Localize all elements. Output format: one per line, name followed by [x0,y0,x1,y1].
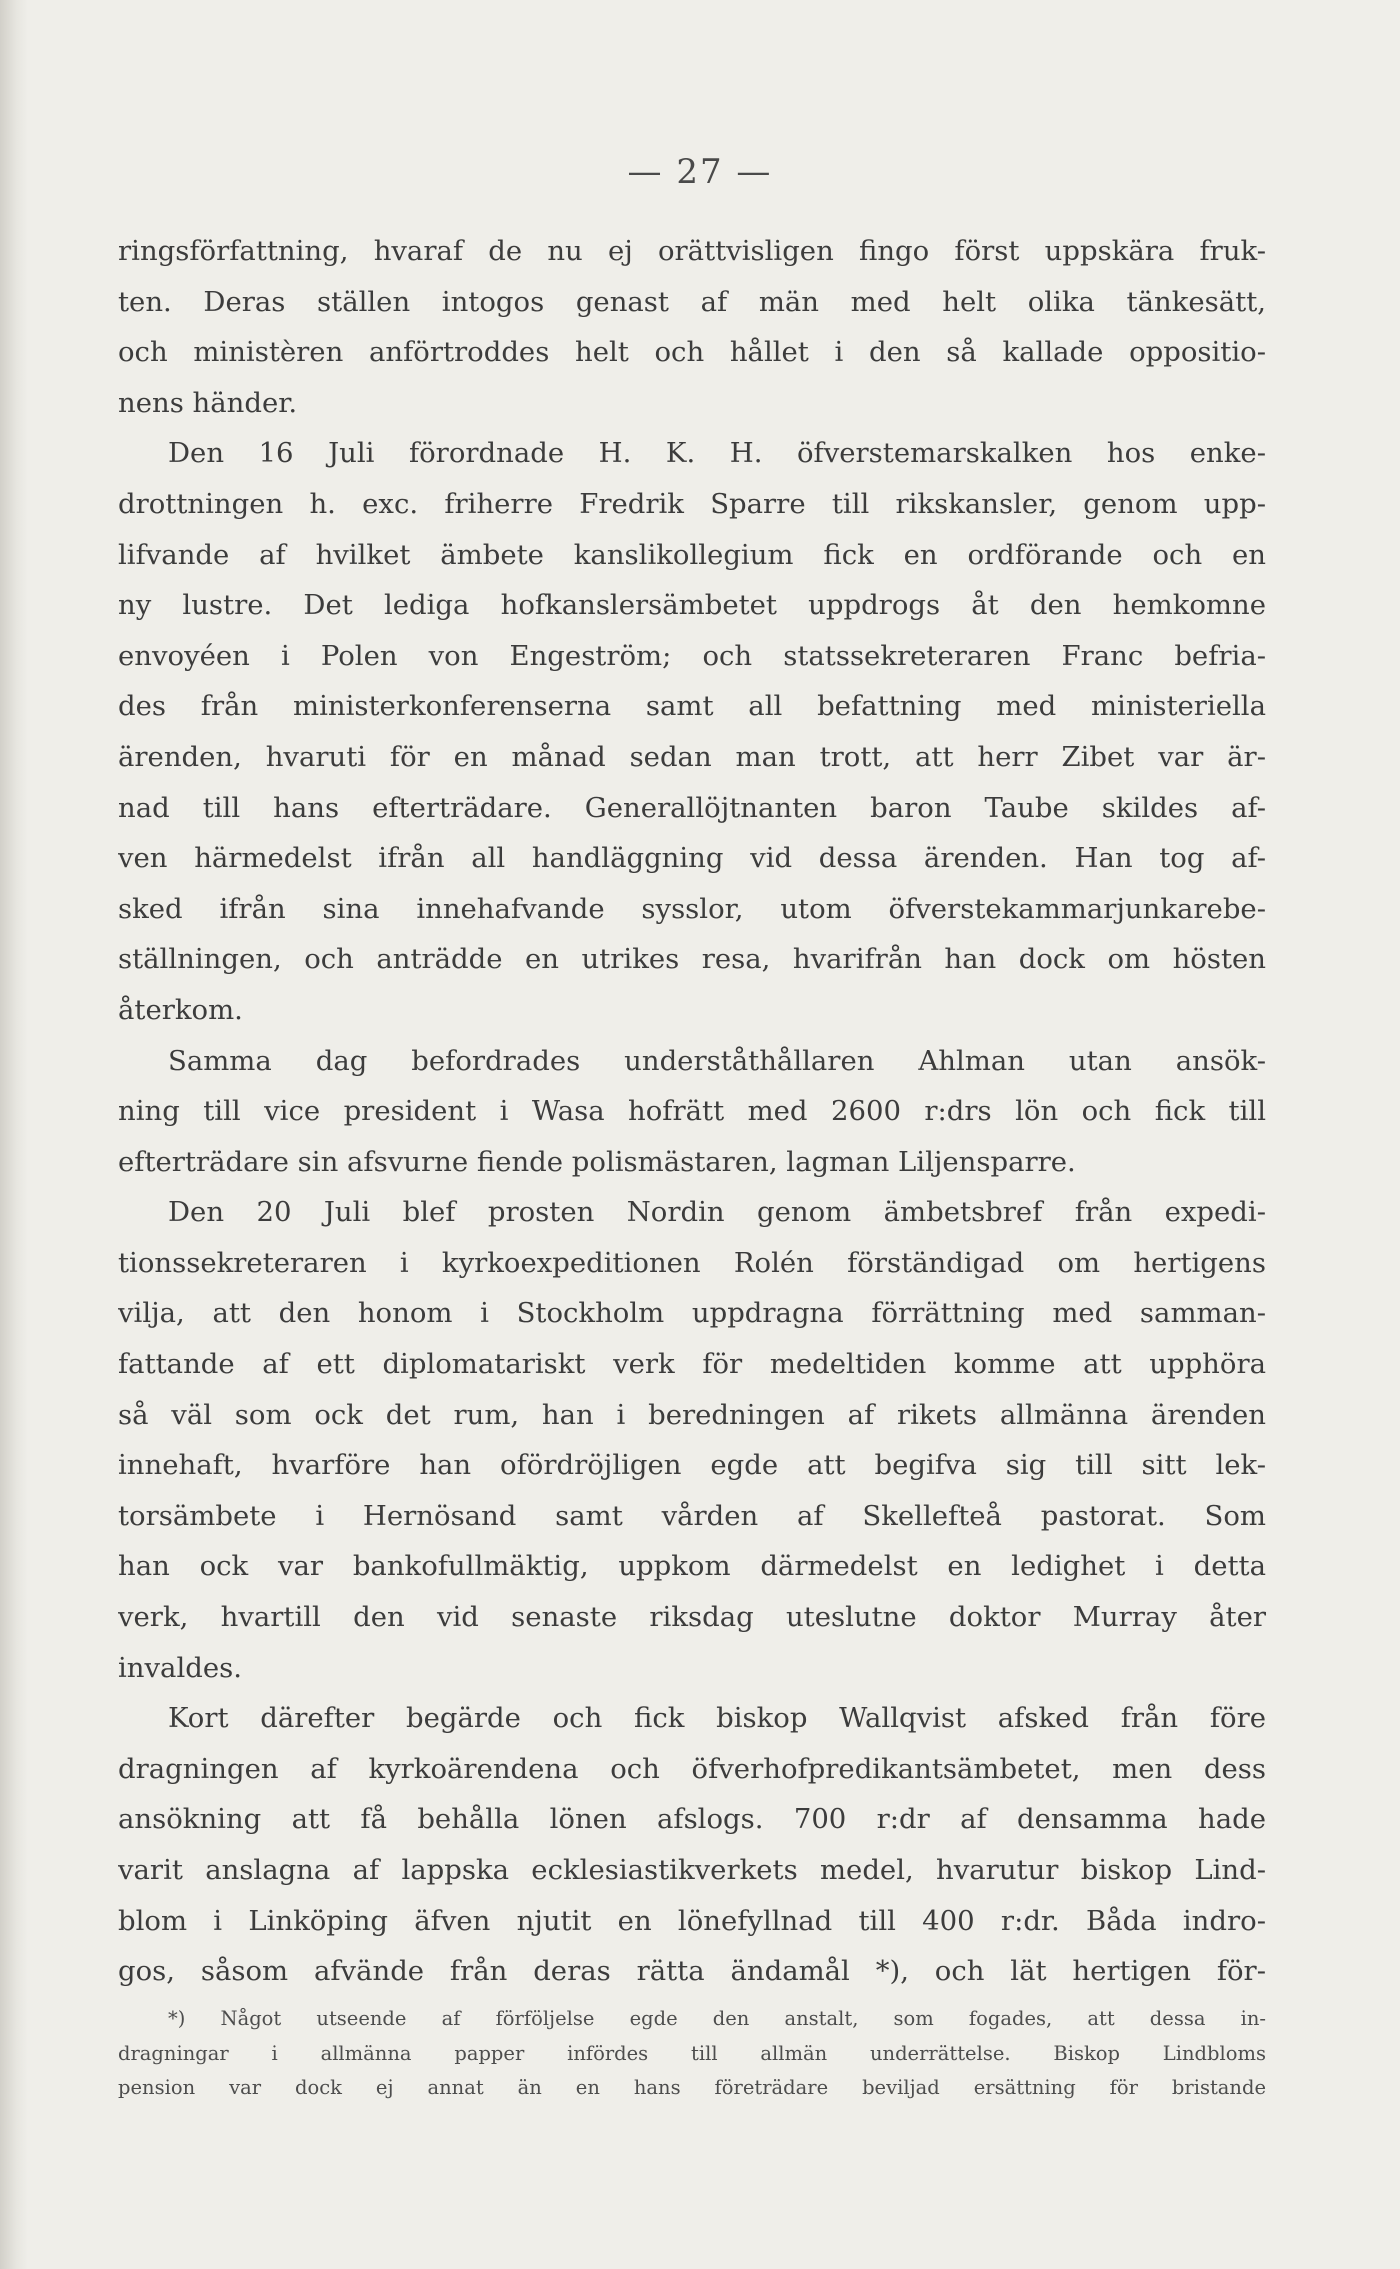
text-line: ringsförfattning, hvaraf de nu ej orättvisligen fingo först uppskära fruk- [118,235,1266,267]
text-line: varit anslagna af lappska ecklesiastikverkets medel, hvarutur biskop Lind- [118,1854,1266,1886]
text-line: drottningen h. exc. friherre Fredrik Sparre till rikskansler, genom upp- [118,487,1266,520]
text-line: gos, såsom afvände från deras rätta ändamål *), och lät hertigen för- [118,1955,1266,1988]
page-number: — 27 — [627,152,773,192]
text-line: fattande af ett diplomatariskt verk för medeltiden komme att upphöra [118,1348,1266,1381]
text-line: så väl som ock det rum, han i beredningen af rikets allmänna ärenden [118,1398,1266,1431]
text-line: blom i Linköping äfven njutit en lönefyllnad till 400 r:dr. Båda indro- [118,1904,1266,1937]
text-line: han ock var bankofullmäktig, uppkom därmedelst en ledighet i detta [118,1550,1266,1583]
text-line: lifvande af hvilket ämbete kanslikollegium fick en ordförande och en [118,538,1266,571]
text-line: återkom. [118,993,243,1026]
footnote-line: *) Något utseende af förföljelse egde den anstalt, som fogades, att dessa in- [168,2007,1266,2030]
text-line: verk, hvartill den vid senaste riksdag uteslutne doktor Murray åter [118,1601,1266,1634]
text-line: ny lustre. Det lediga hofkanslersämbetet uppdrogs åt den hemkomne [118,589,1266,622]
text-line: des från ministerkonferenserna samt all befattning med ministeriella [118,690,1266,723]
text-line: ven härmedelst ifrån all handläggning vid dessa ärenden. Han tog af- [118,842,1266,875]
text-line: dragningen af kyrkoärendena och öfverhofpredikantsämbetet, men dess [118,1752,1266,1785]
text-line: nens händer. [118,386,298,419]
text-line: Kort därefter begärde och fick biskop Wallqvist afsked från före [168,1702,1266,1735]
text-line: ansökning att få behålla lönen afslogs. 700 r:dr af densamma hade [118,1803,1266,1836]
text-line: torsämbete i Hernösand samt vården af Skellefteå pastorat. Som [118,1499,1266,1532]
text-line: nad till hans efterträdare. Generallöjtnanten baron Taube skildes af- [118,791,1266,824]
body-text [118,226,1266,1997]
footnote [118,2002,1266,2106]
text-line: Den 20 Juli blef prosten Nordin genom ämbetsbref från expedi- [168,1196,1266,1229]
text-line: envoyéen i Polen von Engeström; och statssekreteraren Franc befria- [118,639,1266,672]
text-line: ställningen, och anträdde en utrikes resa, hvarifrån han dock om hösten [118,943,1266,976]
gutter-shadow [0,0,28,2269]
text-line: ärenden, hvaruti för en månad sedan man trott, att herr Zibet var är- [118,740,1266,773]
text-line: ning till vice president i Wasa hofrätt med 2600 r:drs lön och fick till [118,1095,1266,1128]
text-line: vilja, att den honom i Stockholm uppdragna förrättning med samman- [118,1297,1266,1330]
footnote-line: dragningar i allmänna papper infördes till allmän underrättelse. Biskop Lindbloms [118,2041,1266,2065]
text-line: och ministèren anförtroddes helt och hållet i den så kallade oppositio- [118,336,1266,369]
text-line: innehaft, hvarföre han ofördröjligen egde att begifva sig till sitt lek- [118,1449,1266,1482]
text-line: invaldes. [118,1651,242,1684]
text-line: Den 16 Juli förordnade H. K. H. öfverstemarskalken hos enke- [168,437,1266,470]
footnote-line: pension var dock ej annat än en hans företrädare beviljad ersättning för bristande [118,2076,1266,2099]
text-line: efterträdare sin afsvurne fiende polismästaren, lagman Liljensparre. [118,1145,1076,1178]
text-line: ten. Deras ställen intogos genast af män med helt olika tänkesätt, [118,285,1266,318]
text-line: Samma dag befordrades underståthållaren Ahlman utan ansök- [168,1044,1266,1077]
text-line: tionssekreteraren i kyrkoexpeditionen Rolén förständigad om hertigens [118,1246,1266,1279]
text-line: sked ifrån sina innehafvande sysslor, utom öfverstekammarjunkarebe- [118,892,1266,925]
